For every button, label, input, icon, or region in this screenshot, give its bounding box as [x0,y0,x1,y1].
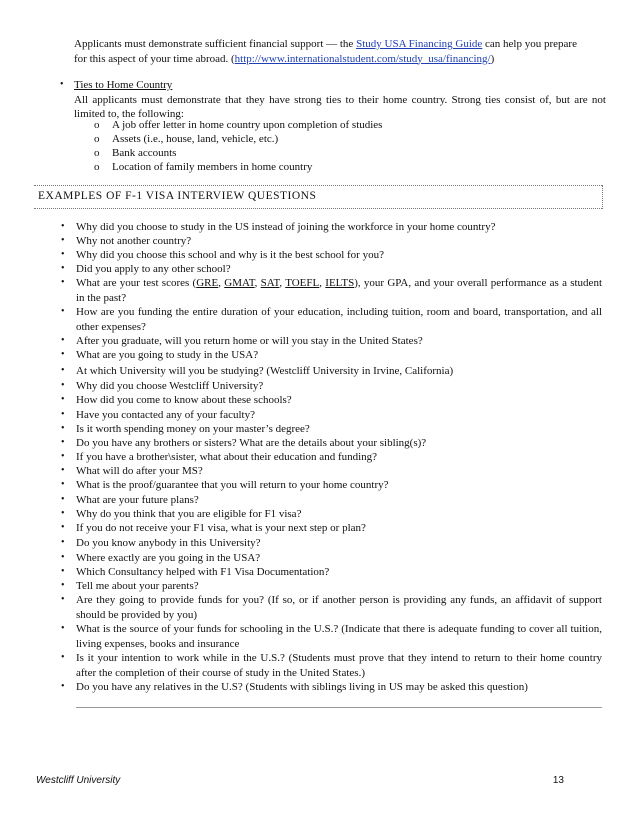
question-item [61,334,602,349]
question-text: What are your test scores ( [76,277,197,289]
bullet-icon: • [61,365,65,376]
separator: , [218,277,225,289]
question-text: What is the source of your funds for schooling in the U.S.? (Indicate that there is adequate funding to cover all tuition, living expenses, books and insurance [76,623,602,650]
financial-text-2: for this aspect of your time abroad. ( [74,52,235,65]
question-text: What are you going to study in the USA? [76,349,259,361]
circle-bullet-icon: o [94,147,100,159]
question-text: Where exactly are you going in the USA? [76,552,261,564]
ties-home-country-item [60,78,606,122]
ties-sub-text: A job offer letter in home country upon completion of studies [112,119,383,131]
bullet-icon: • [61,681,65,692]
bullet-icon: • [61,349,65,360]
section-side-rule [602,185,603,209]
question-text: Is it your intention to work while in the U.S.? (Students must prove that they intend to return to their home country after the completion of their course of study in the United States.) [76,652,602,679]
question-text: Have you contacted any of your faculty? [76,409,255,421]
question-item [61,305,602,334]
question-item [61,436,602,451]
question-text: How did you come to know about these schools? [76,394,292,406]
question-item [61,536,602,551]
financial-line-1 [74,37,606,52]
question-text: Why did you choose this school and why is it the best school for you? [76,249,384,261]
ties-description: All applicants must demonstrate that they have strong ties to their home country. Strong ties consist of, but are not limited to, the following: [74,93,606,120]
question-text: After you graduate, will you return home or will you stay in the United States? [76,335,423,347]
question-item [61,422,602,437]
question-text: Which Consultancy helped with F1 Visa Documentation? [76,566,330,578]
question-item [61,651,602,680]
bullet-icon: • [61,380,65,391]
question-item [61,565,602,580]
question-text: Do you have any relatives in the U.S? (Students with siblings living in US may be asked this question) [76,681,528,693]
bullet-icon: • [61,623,65,634]
bullet-icon: • [61,508,65,519]
circle-bullet-icon: o [94,133,100,145]
question-text: Why did you choose Westcliff University? [76,380,264,392]
question-item [61,478,602,493]
footer-university: Westcliff University [36,775,121,786]
question-item [61,507,602,522]
question-item [61,521,602,536]
bullet-icon: • [61,494,65,505]
question-item [61,680,602,695]
question-text: Why not another country? [76,235,192,247]
bullet-icon: • [61,277,65,288]
ties-sub-text: Assets (i.e., house, land, vehicle, etc.) [112,133,279,145]
question-item [61,408,602,423]
question-item [61,348,602,363]
question-item [61,220,602,235]
question-text: Are they going to provide funds for you? (If so, or if another person is providing any funds, an affidavit of support should be provided by you) [76,594,602,621]
question-item [61,262,602,277]
page-number: 13 [552,775,564,786]
bullet-icon: • [61,394,65,405]
question-text: How are you funding the entire duration of your education, including tuition, room and board, transportation, and all other expenses? [76,306,602,333]
separator: , [319,277,326,289]
bullet-icon: • [60,79,64,90]
bullet-icon: • [61,580,65,591]
toefl-term: TOEFL [285,277,320,289]
question-item [61,493,602,508]
question-text: At which University will you be studying? (Westcliff University in Irvine, California) [76,365,454,377]
bullet-icon: • [61,249,65,260]
bullet-icon: • [61,437,65,448]
ties-sub-item [94,118,383,133]
question-text: Why did you choose to study in the US instead of joining the workforce in your home country? [76,221,496,233]
question-text: Do you have any brothers or sisters? What are the details about your sibling(s)? [76,437,427,449]
question-item-test-scores [61,276,602,305]
financial-line-2 [74,52,606,67]
ties-title: Ties to Home Country [74,79,173,91]
bullet-icon: • [61,221,65,232]
question-item [61,379,602,394]
question-item [61,622,602,651]
question-text: Tell me about your parents? [76,580,199,592]
bullet-icon: • [61,235,65,246]
question-item [61,579,602,594]
financing-url-link[interactable]: http://www.internationalstudent.com/study_usa/financing/ [234,52,491,65]
section-heading: EXAMPLES OF F-1 VISA INTERVIEW QUESTIONS [38,190,317,202]
ties-sub-item [94,160,313,175]
bullet-icon: • [61,423,65,434]
ties-sub-text: Location of family members in home country [112,161,313,173]
financial-text-2-end: ) [490,52,495,65]
bullet-icon: • [61,652,65,663]
question-item [61,364,602,379]
question-text: What will do after your MS? [76,465,203,477]
question-text: If you have a brother\sister, what about their education and funding? [76,451,378,463]
financial-text: Applicants must demonstrate sufficient financial support — the [74,38,357,50]
question-text-end: ), your GPA, and your overall performance as a student in the past? [76,277,602,304]
bullet-icon: • [61,451,65,462]
financing-guide-link[interactable]: Study USA Financing Guide [356,38,483,50]
bullet-icon: • [61,552,65,563]
question-item [61,551,602,566]
section-bottom-rule [34,208,602,209]
question-text: If you do not receive your F1 visa, what is your next step or plan? [76,522,366,534]
bullet-icon: • [61,409,65,420]
question-item [61,464,602,479]
question-item [61,450,602,465]
ielts-term: IELTS [325,277,355,289]
question-text: Why do you think that you are eligible for F1 visa? [76,508,302,520]
financial-support-paragraph [74,37,606,66]
ties-sub-item [94,146,177,161]
separator: , [279,277,286,289]
question-item [61,393,602,408]
question-text: Did you apply to any other school? [76,263,231,275]
financial-text-end: can help you prepare [482,38,577,50]
question-item [61,248,602,263]
bullet-icon: • [61,479,65,490]
ties-sub-item [94,132,279,147]
bullet-icon: • [61,465,65,476]
question-item [61,234,602,249]
question-item [61,593,602,622]
section-top-rule [34,185,602,186]
bullet-icon: • [61,537,65,548]
gmat-term: GMAT [224,277,255,289]
bullet-icon: • [61,594,65,605]
footer-rule [76,707,602,708]
circle-bullet-icon: o [94,119,100,131]
question-text: What are your future plans? [76,494,199,506]
bullet-icon: • [61,566,65,577]
bullet-icon: • [61,335,65,346]
question-text: Do you know anybody in this University? [76,537,261,549]
gre-term: GRE [196,277,219,289]
question-text: What is the proof/guarantee that you will return to your home country? [76,479,389,491]
bullet-icon: • [61,522,65,533]
circle-bullet-icon: o [94,161,100,173]
bullet-icon: • [61,263,65,274]
question-text: Is it worth spending money on your master’s degree? [76,423,310,435]
ties-sub-text: Bank accounts [112,147,177,159]
separator: , [254,277,261,289]
sat-term: SAT [260,277,280,289]
bullet-icon: • [61,306,65,317]
